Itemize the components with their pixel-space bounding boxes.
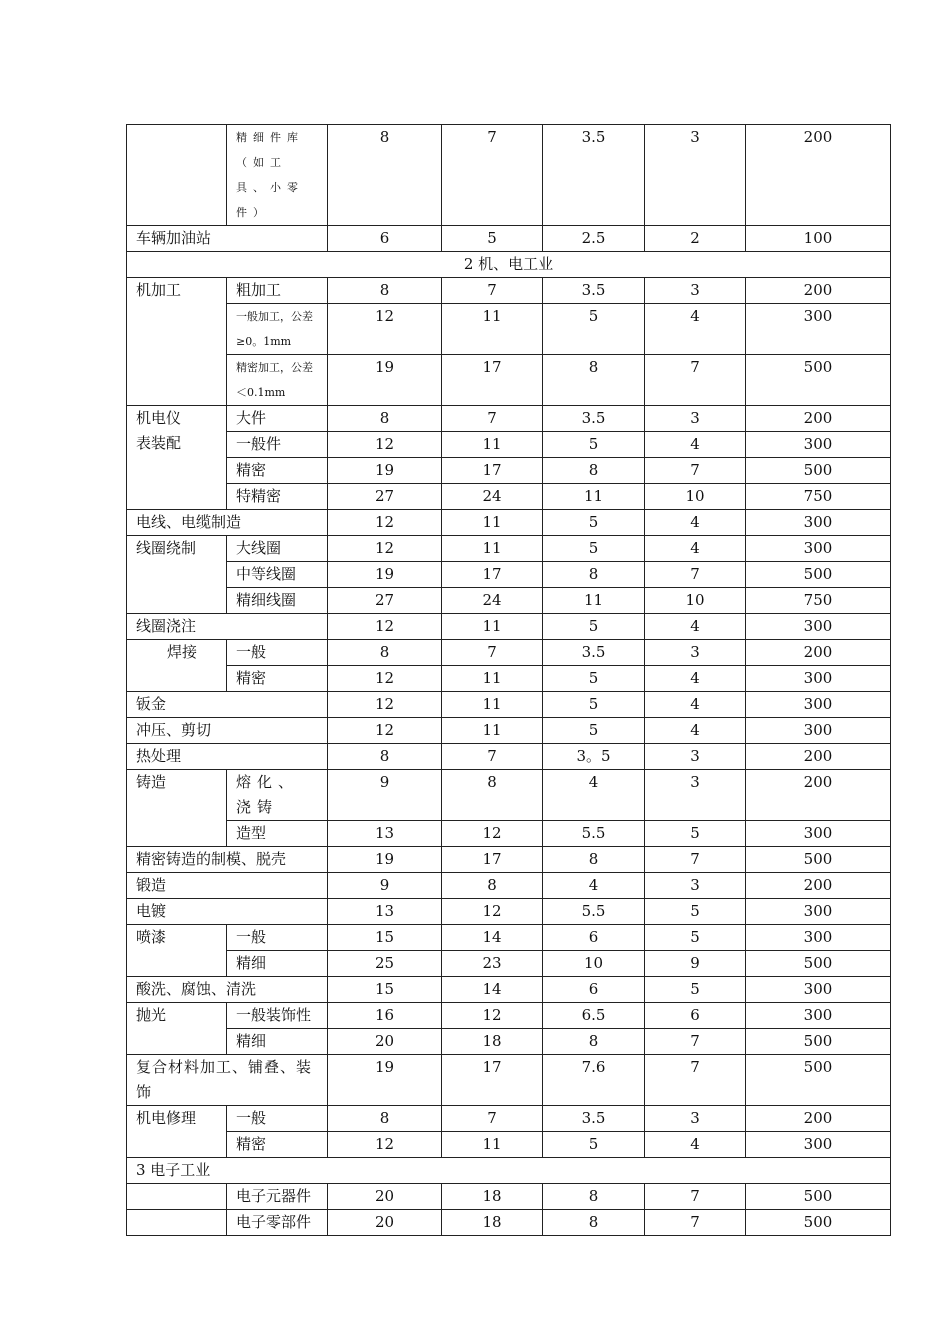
row-sub-cell: 电子元器件: [227, 1184, 328, 1210]
value-cell: 17: [442, 847, 543, 873]
value-cell: 2.5: [543, 226, 645, 252]
row-sub-cell: 精细: [227, 1029, 328, 1055]
value-cell: 7: [645, 847, 746, 873]
value-cell: 200: [746, 640, 891, 666]
value-cell: 300: [746, 432, 891, 458]
value-cell: 12: [328, 304, 442, 355]
value-cell: 15: [328, 977, 442, 1003]
value-cell: 24: [442, 484, 543, 510]
value-cell: 10: [645, 588, 746, 614]
row-name-cell: 钣金: [127, 692, 328, 718]
value-cell: 9: [328, 873, 442, 899]
value-cell: 8: [543, 1210, 645, 1236]
row-sub-cell: 造型: [227, 821, 328, 847]
row-name-cell: 酸洗、腐蚀、清洗: [127, 977, 328, 1003]
value-cell: 4: [543, 873, 645, 899]
table-row: [127, 925, 891, 951]
value-cell: 5.5: [543, 821, 645, 847]
value-cell: 7: [442, 406, 543, 432]
table-row: [127, 1055, 891, 1106]
table-row: [127, 847, 891, 873]
value-cell: 7: [442, 640, 543, 666]
value-cell: 5: [645, 977, 746, 1003]
value-cell: 5.5: [543, 899, 645, 925]
value-cell: 19: [328, 355, 442, 406]
table-row: [127, 899, 891, 925]
value-cell: 19: [328, 847, 442, 873]
value-cell: 12: [328, 1132, 442, 1158]
value-cell: 19: [328, 562, 442, 588]
value-cell: 750: [746, 588, 891, 614]
table-row: [127, 278, 891, 304]
value-cell: 4: [645, 718, 746, 744]
table-row: [127, 406, 891, 432]
value-cell: 10: [543, 951, 645, 977]
row-sub-cell: 特精密: [227, 484, 328, 510]
table-row: [127, 977, 891, 1003]
table-row: [127, 562, 891, 588]
value-cell: 5: [645, 821, 746, 847]
row-sub-cell: 一般: [227, 640, 328, 666]
value-cell: 5: [543, 614, 645, 640]
value-cell: 8: [328, 744, 442, 770]
value-cell: 7: [645, 1055, 746, 1106]
value-cell: 11: [442, 304, 543, 355]
value-cell: 300: [746, 692, 891, 718]
row-sub-cell: 一般: [227, 925, 328, 951]
value-cell: 8: [328, 640, 442, 666]
value-cell: 12: [328, 536, 442, 562]
value-cell: 18: [442, 1210, 543, 1236]
row-sub-cell: 一般装饰性: [227, 1003, 328, 1029]
table-row: [127, 355, 891, 406]
value-cell: 300: [746, 614, 891, 640]
value-cell: 3.5: [543, 1106, 645, 1132]
value-cell: 5: [543, 718, 645, 744]
section-title: 2 机、电工业: [127, 252, 891, 278]
value-cell: 4: [645, 432, 746, 458]
value-cell: 8: [442, 873, 543, 899]
value-cell: 300: [746, 1003, 891, 1029]
value-cell: 8: [543, 562, 645, 588]
row-sub-cell: 精密: [227, 666, 328, 692]
value-cell: 10: [645, 484, 746, 510]
row-name-cell: 线圈绕制: [127, 536, 227, 614]
table-row: [127, 951, 891, 977]
row-name-cell: 机电仪表装配: [127, 406, 227, 510]
value-cell: 3: [645, 278, 746, 304]
value-cell: 300: [746, 977, 891, 1003]
table-row: [127, 1184, 891, 1210]
value-cell: 7.6: [543, 1055, 645, 1106]
value-cell: 8: [543, 458, 645, 484]
row-sub-cell: 大线圈: [227, 536, 328, 562]
value-cell: 5: [543, 666, 645, 692]
value-cell: 500: [746, 562, 891, 588]
value-cell: 300: [746, 1132, 891, 1158]
table-row: [127, 588, 891, 614]
value-cell: 5: [543, 304, 645, 355]
row-sub-cell: 精细线圈: [227, 588, 328, 614]
value-cell: 4: [645, 614, 746, 640]
value-cell: 500: [746, 1210, 891, 1236]
value-cell: 5: [442, 226, 543, 252]
value-cell: 500: [746, 1055, 891, 1106]
value-cell: 12: [442, 821, 543, 847]
value-cell: 750: [746, 484, 891, 510]
table-row: [127, 484, 891, 510]
row-name-cell: 铸造: [127, 770, 227, 847]
value-cell: 5: [543, 432, 645, 458]
value-cell: 500: [746, 1029, 891, 1055]
value-cell: 500: [746, 355, 891, 406]
value-cell: 5: [543, 536, 645, 562]
value-cell: 11: [442, 1132, 543, 1158]
row-name-cell: 锻造: [127, 873, 328, 899]
value-cell: 4: [645, 1132, 746, 1158]
value-cell: 7: [442, 1106, 543, 1132]
value-cell: 3: [645, 744, 746, 770]
row-name-cell: 机加工: [127, 278, 227, 406]
row-name-cell: 机电修理: [127, 1106, 227, 1158]
value-cell: 3.5: [543, 406, 645, 432]
value-cell: 5: [645, 899, 746, 925]
value-cell: 6.5: [543, 1003, 645, 1029]
value-cell: 13: [328, 899, 442, 925]
value-cell: 12: [442, 899, 543, 925]
value-cell: 200: [746, 406, 891, 432]
value-cell: 6: [645, 1003, 746, 1029]
value-cell: 300: [746, 821, 891, 847]
value-cell: 7: [645, 458, 746, 484]
table-row: [127, 1106, 891, 1132]
value-cell: 9: [328, 770, 442, 821]
table-row: [127, 744, 891, 770]
value-cell: 4: [645, 536, 746, 562]
value-cell: 17: [442, 562, 543, 588]
value-cell: 4: [645, 304, 746, 355]
section-row: [127, 252, 891, 278]
value-cell: 7: [442, 278, 543, 304]
value-cell: 7: [442, 125, 543, 226]
row-sub-cell: 一般加工，公差≥0。1mm: [227, 304, 328, 355]
row-sub-cell: 中等线圈: [227, 562, 328, 588]
row-name-cell: 复合材料加工、铺叠、装饰: [127, 1055, 328, 1106]
value-cell: 8: [543, 1029, 645, 1055]
table-row: [127, 536, 891, 562]
value-cell: 13: [328, 821, 442, 847]
value-cell: 17: [442, 355, 543, 406]
value-cell: 12: [328, 718, 442, 744]
table-row: [127, 614, 891, 640]
illuminance-standard-table: [126, 124, 891, 1236]
value-cell: 3.5: [543, 640, 645, 666]
table-row: [127, 666, 891, 692]
value-cell: 200: [746, 1106, 891, 1132]
row-name-cell: [127, 1210, 227, 1236]
value-cell: 300: [746, 925, 891, 951]
value-cell: 500: [746, 951, 891, 977]
value-cell: 3: [645, 125, 746, 226]
row-name-cell: 车辆加油站: [127, 226, 328, 252]
value-cell: 11: [442, 614, 543, 640]
value-cell: 200: [746, 278, 891, 304]
value-cell: 19: [328, 458, 442, 484]
value-cell: 3: [645, 1106, 746, 1132]
row-sub-cell: 一般: [227, 1106, 328, 1132]
table-row: [127, 510, 891, 536]
section-row: [127, 1158, 891, 1184]
value-cell: 100: [746, 226, 891, 252]
value-cell: 300: [746, 718, 891, 744]
value-cell: 4: [645, 666, 746, 692]
row-name-cell: 焊接: [127, 640, 227, 692]
value-cell: 20: [328, 1210, 442, 1236]
value-cell: 8: [442, 770, 543, 821]
value-cell: 11: [442, 692, 543, 718]
value-cell: 20: [328, 1029, 442, 1055]
table-row: [127, 873, 891, 899]
value-cell: 500: [746, 458, 891, 484]
value-cell: 11: [543, 484, 645, 510]
value-cell: 5: [543, 1132, 645, 1158]
table-row: [127, 640, 891, 666]
value-cell: 500: [746, 1184, 891, 1210]
value-cell: 7: [645, 562, 746, 588]
value-cell: 500: [746, 847, 891, 873]
table-row: [127, 692, 891, 718]
value-cell: 8: [543, 1184, 645, 1210]
table-row: [127, 1132, 891, 1158]
row-sub-cell: 精细件库（如工具、小零件）: [227, 125, 328, 226]
value-cell: 27: [328, 588, 442, 614]
value-cell: 11: [543, 588, 645, 614]
section-title: 3 电子工业: [127, 1158, 891, 1184]
table-row: [127, 304, 891, 355]
row-sub-cell: 熔化、浇铸: [227, 770, 328, 821]
value-cell: 12: [442, 1003, 543, 1029]
value-cell: 17: [442, 458, 543, 484]
value-cell: 3。5: [543, 744, 645, 770]
row-name-cell: 冲压、剪切: [127, 718, 328, 744]
value-cell: 27: [328, 484, 442, 510]
value-cell: 7: [645, 1184, 746, 1210]
row-name-cell: 电线、电缆制造: [127, 510, 328, 536]
value-cell: 200: [746, 744, 891, 770]
value-cell: 200: [746, 125, 891, 226]
value-cell: 5: [645, 925, 746, 951]
value-cell: 23: [442, 951, 543, 977]
value-cell: 11: [442, 718, 543, 744]
value-cell: 18: [442, 1184, 543, 1210]
value-cell: 300: [746, 899, 891, 925]
value-cell: 4: [645, 510, 746, 536]
row-sub-cell: 精密加工，公差＜0.1mm: [227, 355, 328, 406]
value-cell: 3.5: [543, 278, 645, 304]
value-cell: 8: [328, 406, 442, 432]
value-cell: 24: [442, 588, 543, 614]
value-cell: 12: [328, 510, 442, 536]
value-cell: 19: [328, 1055, 442, 1106]
value-cell: 7: [645, 1210, 746, 1236]
value-cell: 12: [328, 666, 442, 692]
row-sub-cell: 电子零部件: [227, 1210, 328, 1236]
row-name-cell: 抛光: [127, 1003, 227, 1055]
value-cell: 16: [328, 1003, 442, 1029]
value-cell: 8: [543, 355, 645, 406]
value-cell: 11: [442, 536, 543, 562]
value-cell: 6: [543, 977, 645, 1003]
row-sub-cell: 精密: [227, 1132, 328, 1158]
value-cell: 17: [442, 1055, 543, 1106]
value-cell: 4: [645, 692, 746, 718]
table-row: [127, 1003, 891, 1029]
value-cell: 5: [543, 510, 645, 536]
value-cell: 11: [442, 666, 543, 692]
value-cell: 300: [746, 666, 891, 692]
value-cell: 14: [442, 977, 543, 1003]
table-row: [127, 770, 891, 821]
value-cell: 6: [328, 226, 442, 252]
value-cell: 3: [645, 640, 746, 666]
row-name-cell: 喷漆: [127, 925, 227, 977]
table-row: [127, 718, 891, 744]
row-sub-cell: 大件: [227, 406, 328, 432]
value-cell: 11: [442, 432, 543, 458]
row-name-cell: [127, 1184, 227, 1210]
table-row: [127, 226, 891, 252]
value-cell: 300: [746, 304, 891, 355]
value-cell: 11: [442, 510, 543, 536]
value-cell: 2: [645, 226, 746, 252]
value-cell: 9: [645, 951, 746, 977]
row-name-cell: 精密铸造的制模、脱壳: [127, 847, 328, 873]
value-cell: 3.5: [543, 125, 645, 226]
value-cell: 5: [543, 692, 645, 718]
row-sub-cell: 粗加工: [227, 278, 328, 304]
value-cell: 300: [746, 536, 891, 562]
value-cell: 200: [746, 873, 891, 899]
value-cell: 8: [328, 1106, 442, 1132]
value-cell: 7: [442, 744, 543, 770]
value-cell: 8: [328, 278, 442, 304]
value-cell: 14: [442, 925, 543, 951]
row-sub-cell: 精密: [227, 458, 328, 484]
row-sub-cell: 精细: [227, 951, 328, 977]
value-cell: 200: [746, 770, 891, 821]
value-cell: 12: [328, 614, 442, 640]
table-row: [127, 821, 891, 847]
table-row: [127, 432, 891, 458]
value-cell: 12: [328, 692, 442, 718]
value-cell: 25: [328, 951, 442, 977]
table-row: [127, 1029, 891, 1055]
value-cell: 300: [746, 510, 891, 536]
value-cell: 20: [328, 1184, 442, 1210]
value-cell: 12: [328, 432, 442, 458]
value-cell: 15: [328, 925, 442, 951]
value-cell: 7: [645, 1029, 746, 1055]
row-name-cell: 热处理: [127, 744, 328, 770]
value-cell: 7: [645, 355, 746, 406]
value-cell: 3: [645, 770, 746, 821]
value-cell: 4: [543, 770, 645, 821]
value-cell: 18: [442, 1029, 543, 1055]
row-name-cell: 电镀: [127, 899, 328, 925]
value-cell: 8: [543, 847, 645, 873]
table-row: [127, 458, 891, 484]
value-cell: 8: [328, 125, 442, 226]
row-name-cell: [127, 125, 227, 226]
value-cell: 3: [645, 873, 746, 899]
table-row: [127, 1210, 891, 1236]
row-name-cell: 线圈浇注: [127, 614, 328, 640]
row-sub-cell: 一般件: [227, 432, 328, 458]
value-cell: 6: [543, 925, 645, 951]
table-row: [127, 125, 891, 226]
value-cell: 3: [645, 406, 746, 432]
